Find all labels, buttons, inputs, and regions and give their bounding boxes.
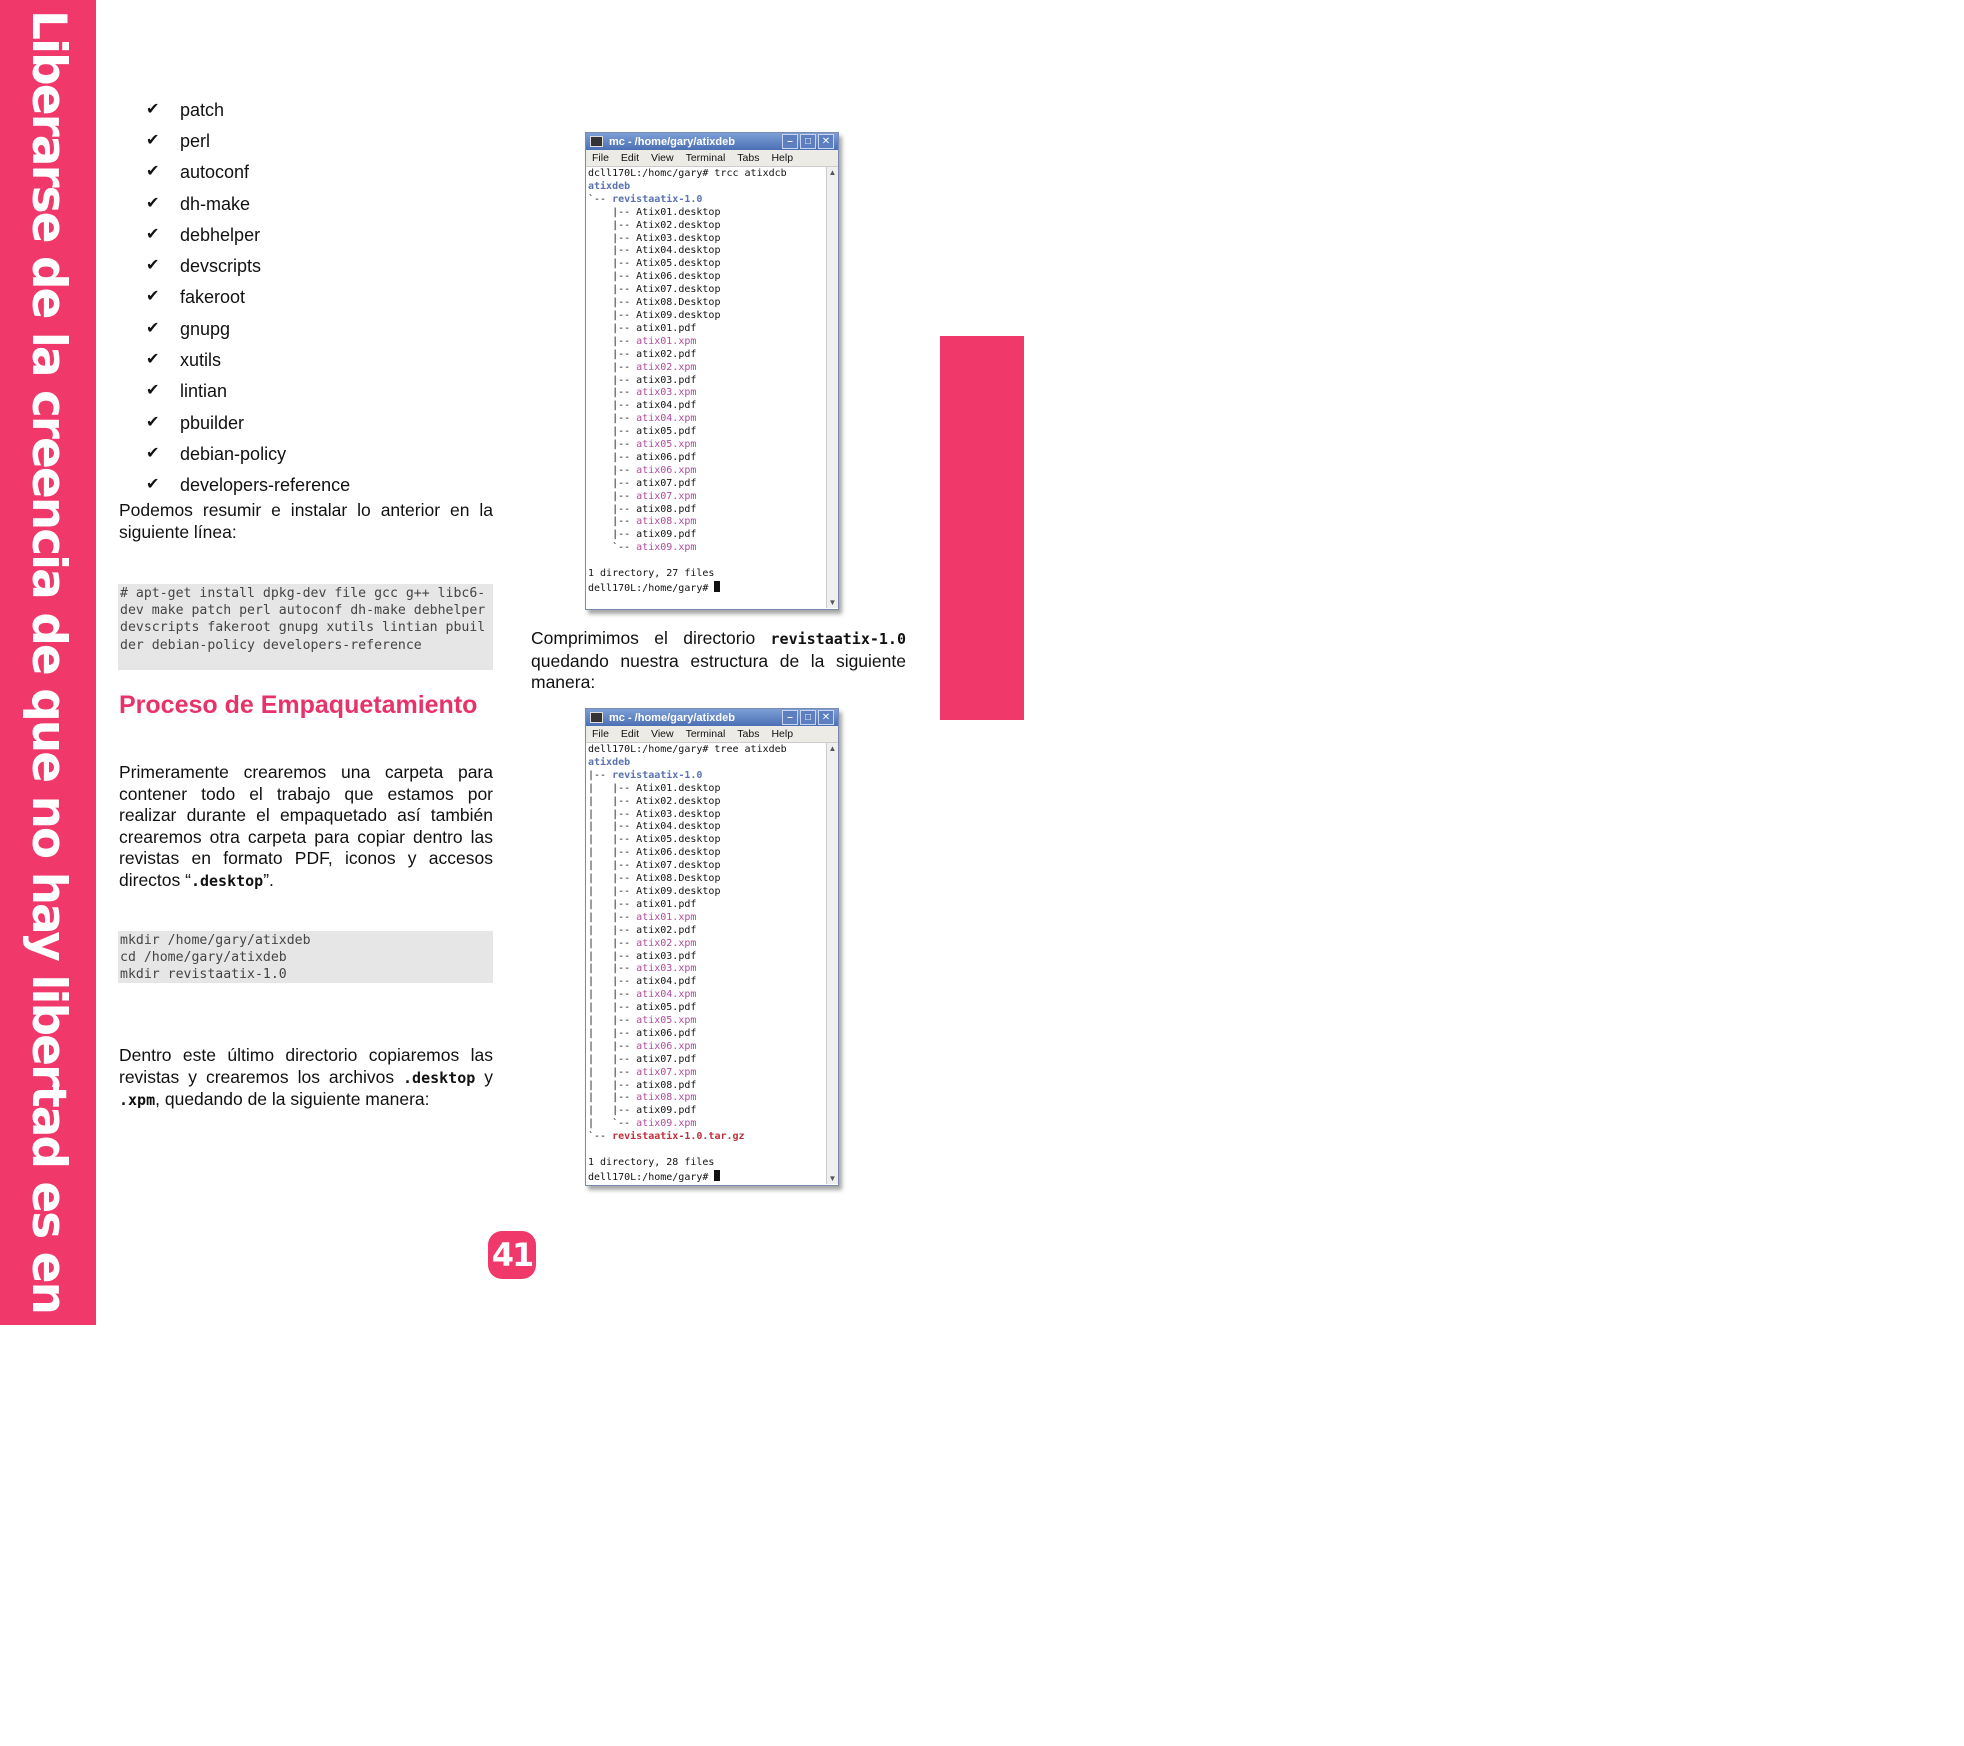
scroll-down-icon[interactable]: ▼ [828,1174,837,1183]
package-name: autoconf [180,162,250,183]
checkmark-icon: ✔ [146,351,160,369]
package-name: gnupg [180,318,231,339]
window-title: mc - /home/gary/atixdeb [609,135,735,148]
menu-tabs[interactable]: Tabs [737,152,760,164]
tree-file: atix03.pdf [636,374,697,386]
tree-file: atix07.xpm [636,1066,697,1078]
terminal-icon [590,136,603,147]
tree-file: atix02.xpm [636,937,697,949]
window-title: mc - /home/gary/atixdeb [609,711,735,724]
end-prompt: dell170L:/home/gary# [588,1171,715,1183]
tree-root: atixdeb [588,756,631,768]
desktop-code: .desktop [190,871,264,890]
checkmark-icon: ✔ [146,319,160,337]
package-item [146,125,350,156]
package-name: dh-make [180,193,251,214]
package-name: lintian [180,381,228,402]
tree-file: atix04.pdf [636,976,697,988]
install-code-block: # apt-get install dpkg-dev file gcc g++ libc6-dev make patch perl autoconf dh-make debhelper devscripts fakeroot gnupg xutils lintian pbuilder debian-policy developers-reference [118,584,493,670]
side-banner-text: Liberarse de la creencia de que no hay libertad es en realidad ser libre [21,10,76,1746]
tree-file: atix06.xpm [636,1040,697,1052]
tree-file: atix01.pdf [636,322,697,334]
tree-file: Atix09.desktop [636,885,721,897]
tree-branch: `-- [588,193,613,205]
scrollbar[interactable] [826,167,838,608]
package-name: perl [180,130,211,151]
tree-dir: revistaatix-1.0 [612,193,703,205]
checkmark-icon: ✔ [146,131,160,149]
menu-file[interactable]: File [592,152,609,164]
package-item [146,470,350,501]
package-name: patch [180,99,225,120]
tree-file: Atix01.desktop [636,206,721,218]
tree-branch: |-- [588,769,613,781]
cursor [714,1170,720,1181]
tree-file: Atix04.desktop [636,821,721,833]
tree-file: Atix08.Desktop [636,297,721,309]
package-item [146,407,350,438]
compress-text-2: quedando nuestra estructura de la siguiente manera: [531,650,906,692]
folder-paragraph-end: ”. [263,869,274,890]
tree-file: atix08.pdf [636,1079,697,1091]
tree-file: Atix06.desktop [636,847,721,859]
package-item [146,188,350,219]
tree-file: atix02.pdf [636,924,697,936]
tree-file: atix03.xpm [636,963,697,975]
package-name: debian-policy [180,443,287,464]
terminal-window-2 [585,708,839,1186]
tree-file: atix08.pdf [636,503,697,515]
side-banner [0,0,96,1746]
terminal-output: dcll170L:/homc/gary# trcc atixdcb atixdeb `-- revistaatix-1.0 |-- Atix01.desktop |-- Atix02.desktop |-- Atix03.desktop |-- Atix04.desktop |-- Atix05.desktop |-- Atix06.desktop |-- Atix07.desktop |-- Atix08.Desktop |-- Atix09.desktop |-- atix01.pdf |-- atix01.xpm |-- atix02.pdf |-- atix02.xpm |-- atix03.pdf |-- atix03.xpm |-- atix04.pdf |-- atix04.xpm |-- atix05.pdf |-- atix05.xpm |-- atix06.pdf |-- atix06.xpm |-- atix07.pdf |-- atix07.xpm |-- atix08.pdf |-- atix08.xpm |-- atix09.pdf `-- atix09.xpm 1 directory, 27 files dell170L:/home/gary# [588,168,787,594]
tree-file: Atix06.desktop [636,271,721,283]
tree-file: atix07.pdf [636,1053,697,1065]
menu-edit[interactable]: Edit [620,152,640,164]
maximize-button[interactable]: □ [800,134,816,149]
tree-file: atix09.xpm [636,542,697,554]
tree-file: atix01.xpm [636,911,697,923]
copy-text-1: Dentro este último directorio copiaremos las revistas y crearemos los archivos [119,1045,493,1087]
tree-file: atix06.xpm [636,464,697,476]
dir-code: revistaatix-1.0 [770,630,906,648]
menu-bar [586,726,838,743]
command-line: dell170L:/home/gary# tree atixdeb [588,744,787,755]
package-item [146,344,350,375]
folder-paragraph-text: Primeramente crearemos una carpeta para contener todo el trabajo que estamos por realizar durante el empaquetado así también crearemos otra carpeta para copiar dentro las revistas en formato PDF, iconos y accesos directos “ [119,762,493,890]
copy-paragraph [119,1045,493,1112]
tree-file: atix07.xpm [636,490,697,502]
desktop-code: .desktop [403,1068,476,1087]
tree-file: Atix05.desktop [636,258,721,270]
tree-file: atix03.xpm [636,387,697,399]
tree-file: atix04.xpm [636,413,697,425]
tree-file: Atix01.desktop [636,782,721,794]
tree-file: atix03.pdf [636,950,697,962]
command-line: dcll170L:/homc/gary# trcc atixdcb [588,168,787,179]
tree-file: Atix04.desktop [636,245,721,257]
tree-file: atix08.xpm [636,516,697,528]
terminal-output: dell170L:/home/gary# tree atixdeb atixdeb |-- revistaatix-1.0 | |-- Atix01.desktop | |-- Atix02.desktop | |-- Atix03.desktop | |-- Atix04.desktop | |-- Atix05.desktop | |-- Atix06.desktop | |-- Atix07.desktop | |-- Atix08.Desktop | |-- Atix09.desktop | |-- atix01.pdf | |-- atix01.xpm | |-- atix02.pdf | |-- atix02.xpm | |-- atix03.pdf | |-- atix03.xpm | |-- atix04.pdf | |-- atix04.xpm | |-- atix05.pdf | |-- atix05.xpm | |-- atix06.pdf | |-- atix06.xpm | |-- atix07.pdf | |-- atix07.xpm | |-- atix08.pdf | |-- atix08.xpm | |-- atix09.pdf | `-- atix09.xpm `-- revistaatix-1.0.tar.gz 1 directory, 28 files dell170L:/home/gary# [588,744,787,1183]
end-prompt: dell170L:/home/gary# [588,583,715,594]
package-name: developers-reference [180,475,351,496]
tree-file: atix01.xpm [636,335,697,347]
tree-file: atix01.pdf [636,898,697,910]
menu-terminal[interactable]: Terminal [685,152,726,164]
package-name: devscripts [180,256,262,277]
menu-view[interactable]: View [651,728,674,740]
terminal-window-1 [585,132,839,610]
checkmark-icon: ✔ [146,257,160,275]
folder-paragraph [119,762,493,892]
section-tab-text: Desarrollo [1881,674,1963,1062]
package-item [146,157,350,188]
tree-file: atix02.pdf [636,348,697,360]
tree-file: Atix08.Desktop [636,873,721,885]
tree-file: atix06.pdf [636,451,697,463]
checkmark-icon: ✔ [146,413,160,431]
title-bar [586,133,838,150]
install-paragraph: Podemos resumir e instalar lo anterior en la siguiente línea: [119,500,493,542]
tree-file: Atix02.desktop [636,219,721,231]
scrollbar[interactable] [826,743,838,1184]
section-heading: Proceso de Empaquetamiento [119,691,478,719]
tree-file: atix07.pdf [636,477,697,489]
tree-file: atix09.pdf [636,529,697,541]
package-item [146,94,350,125]
package-item [146,219,350,250]
tree-file: atix08.xpm [636,1092,697,1104]
minimize-button[interactable]: – [782,134,798,149]
tree-file: atix09.xpm [636,1118,697,1130]
menu-view[interactable]: View [651,152,674,164]
menu-help[interactable]: Help [771,152,794,164]
checkmark-icon: ✔ [146,194,160,212]
tree-file: Atix03.desktop [636,232,721,244]
maximize-button[interactable]: □ [800,710,816,725]
section-tab [940,336,1963,1062]
package-name: debhelper [180,224,261,245]
tree-file: Atix03.desktop [636,808,721,820]
tree-file: atix05.pdf [636,426,697,438]
terminal-icon [590,712,603,723]
tree-archive: revistaatix-1.0.tar.gz [612,1131,745,1143]
compress-paragraph [531,628,906,694]
tree-root: atixdeb [588,180,631,192]
package-item [146,376,350,407]
scroll-up-icon[interactable]: ▲ [828,168,837,177]
tree-file: atix04.pdf [636,400,697,412]
tree-file: atix04.xpm [636,989,697,1001]
menu-edit[interactable]: Edit [620,728,640,740]
tree-file: atix06.pdf [636,1027,697,1039]
package-name: pbuilder [180,412,245,433]
mkdir-code-block: mkdir /home/gary/atixdeb cd /home/gary/atixdeb mkdir revistaatix-1.0 [118,931,493,983]
tree-file: atix05.xpm [636,439,697,451]
checkmark-icon: ✔ [146,382,160,400]
checkmark-icon: ✔ [146,288,160,306]
summary-line: 1 directory, 27 files [588,568,715,580]
tree-file: atix05.xpm [636,1015,697,1027]
compress-text-1: Comprimimos el directorio [531,628,771,648]
checkmark-icon: ✔ [146,100,160,118]
copy-text-3: , quedando de la siguiente manera: [155,1089,430,1109]
tree-file: atix05.pdf [636,1002,697,1014]
tree-dir: revistaatix-1.0 [612,769,703,781]
tree-file: Atix07.desktop [636,284,721,296]
tree-file: atix09.pdf [636,1105,697,1117]
menu-terminal[interactable]: Terminal [685,728,726,740]
menu-bar [586,150,838,167]
minimize-button[interactable]: – [782,710,798,725]
package-list [146,94,350,501]
close-button[interactable]: ✕ [818,710,834,725]
menu-tabs[interactable]: Tabs [737,728,760,740]
package-name: fakeroot [180,287,246,308]
summary-line: 1 directory, 28 files [588,1157,715,1168]
scroll-up-icon[interactable]: ▲ [828,744,837,753]
cursor [714,581,720,592]
checkmark-icon: ✔ [146,476,160,494]
close-button[interactable]: ✕ [818,134,834,149]
menu-file[interactable]: File [592,728,609,740]
menu-help[interactable]: Help [771,728,794,740]
page-number: 41 [488,1231,536,1279]
title-bar [586,709,838,726]
package-item [146,250,350,281]
package-item [146,313,350,344]
tree-file: Atix07.desktop [636,860,721,872]
tree-file: atix02.xpm [636,361,697,373]
tree-file: Atix09.desktop [636,309,721,321]
checkmark-icon: ✔ [146,225,160,243]
checkmark-icon: ✔ [146,444,160,462]
tree-file: Atix02.desktop [636,795,721,807]
copy-text-2: y [475,1066,493,1087]
tree-branch: `-- [588,1131,613,1143]
package-item [146,282,350,313]
package-item [146,438,350,469]
package-name: xutils [180,350,222,371]
scroll-down-icon[interactable]: ▼ [828,598,837,607]
tree-file: Atix05.desktop [636,834,721,846]
xpm-code: .xpm [119,1091,156,1109]
checkmark-icon: ✔ [146,163,160,181]
